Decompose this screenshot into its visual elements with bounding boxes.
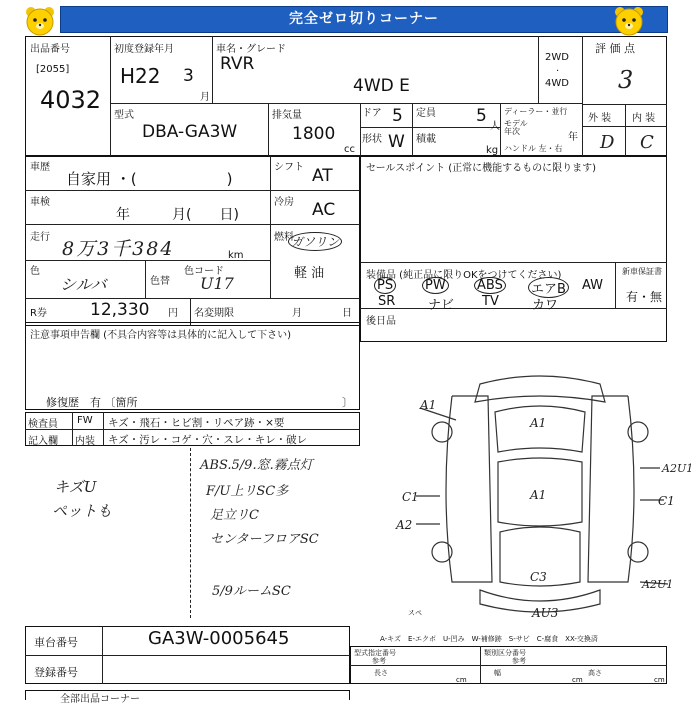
lot-number: 4032 xyxy=(40,86,102,114)
mileage-label: 走行 xyxy=(30,232,50,243)
handle-label: ハンドル 左・右 xyxy=(504,144,563,153)
mark-c1-right: C1 xyxy=(658,494,675,508)
mileage-unit: km xyxy=(228,250,244,261)
name-label: 車名・グレード xyxy=(216,44,286,55)
fw-items: キズ・飛石・ヒビ割・リペア跡・×要 xyxy=(108,417,285,429)
lot-sub: [2055] xyxy=(36,64,70,75)
recycle-label: 新車保証書 xyxy=(622,267,662,276)
seats-label: 定員 xyxy=(416,108,436,119)
equip-aw: AW xyxy=(582,278,604,293)
len-label: 長さ xyxy=(374,669,388,677)
ticket-value: 12,330 xyxy=(90,300,150,320)
color-no-label: 色替 xyxy=(150,276,170,287)
use-value: 自家用 ・( ) xyxy=(66,170,233,188)
interior-label: 内装 xyxy=(75,436,95,447)
chassis-label: 車台番号 xyxy=(34,636,78,649)
ref-2: 参考 xyxy=(512,657,526,665)
detail-right-frame xyxy=(360,156,667,342)
note-hand-1: キズU xyxy=(54,478,97,496)
notes-label: 注意事項申告欄 (不具合内容等は具体的に記入して下さい) xyxy=(30,330,291,341)
regchange-label: 名変期限 xyxy=(194,308,234,319)
equip-label: 装備品 (純正品に限りOKをつけてください) xyxy=(366,270,562,281)
ref-1: 参考 xyxy=(372,657,386,665)
lot-label: 出品番号 xyxy=(30,44,70,55)
inspector-sub: 記入欄 xyxy=(28,436,58,447)
bear-mascot-left-icon xyxy=(23,4,57,38)
doors-label: ドア xyxy=(362,108,382,119)
drive-2wd: 2WD xyxy=(545,52,569,63)
bear-mascot-right-icon xyxy=(612,4,646,38)
load-unit: kg xyxy=(486,145,499,156)
eval-score: 3 xyxy=(618,66,634,94)
mark-c1-left: C1 xyxy=(402,490,419,504)
repair-close: 〕 xyxy=(342,396,353,409)
sales-label: セールスポイント (正常に機能するものに限ります) xyxy=(366,163,597,174)
equip-navi: ナビ xyxy=(428,298,455,313)
year-unit: 年 xyxy=(568,132,578,143)
equip-tv: TV xyxy=(482,294,499,309)
mark-a1-roof-front: A1 xyxy=(530,416,547,430)
color-code-label: 色コード xyxy=(184,266,224,277)
mark-a2u1-rear-right: A2U1 xyxy=(642,578,674,591)
mark-spare: スペ xyxy=(408,609,422,617)
reg-era: H22 xyxy=(120,64,161,88)
remark-hand-2: F/U上リSC多 xyxy=(206,484,289,499)
inspector-label: 検査員 xyxy=(28,419,58,430)
mileage-value: 8万3千384 xyxy=(62,238,175,260)
hgt-label: 高さ xyxy=(588,669,602,677)
header-title: 完全ゼロ切りコーナー xyxy=(60,6,668,33)
inspect-label: 車検 xyxy=(30,197,50,208)
displacement: 1800 xyxy=(292,124,336,144)
remark-hand-3: 足立リC xyxy=(210,508,259,523)
model-label: 型式 xyxy=(114,110,134,121)
ac-label: 冷房 xyxy=(274,197,294,208)
wid-cm: cm xyxy=(572,676,583,684)
int-label: 内 装 xyxy=(632,113,656,124)
fw-label: FW xyxy=(77,415,93,426)
disp-label: 排気量 xyxy=(272,110,302,121)
ticket-label: R券 xyxy=(30,308,47,319)
shape: W xyxy=(388,132,405,152)
shift: AT xyxy=(312,166,333,186)
car-name: RVR xyxy=(220,54,255,74)
hgt-cm: cm xyxy=(654,676,665,684)
drive-dot: · xyxy=(556,66,560,77)
inspect-value: 年 月( 日) xyxy=(116,207,239,223)
model-code: DBA-GA3W xyxy=(142,122,238,142)
int-score: C xyxy=(640,132,654,153)
dealer-label: ディーラー・並行 xyxy=(504,107,568,116)
recycle-value: 有・無 xyxy=(626,290,663,304)
equip-ps: PS xyxy=(374,277,396,294)
mark-a1-roof: A1 xyxy=(530,488,547,502)
len-cm: cm xyxy=(456,676,467,684)
seats-unit: 人 xyxy=(490,121,500,132)
equip-pw: PW xyxy=(422,277,449,294)
remark-hand-5: 5/9ルームSC xyxy=(212,584,291,599)
regchange-month: 月 xyxy=(292,308,302,319)
reg-month: 3 xyxy=(183,66,194,86)
regchange-day: 日 xyxy=(342,308,352,319)
legend: A-キズ E-エクボ U-凹み W-補修跡 S-サビ C-腐食 XX-交換済 xyxy=(380,635,598,643)
note-hand-2: ペットも xyxy=(52,502,113,520)
regno-label: 登録番号 xyxy=(34,666,78,679)
rear-label: 後日品 xyxy=(366,316,396,327)
equip-leather: カワ xyxy=(532,298,559,313)
seats: 5 xyxy=(476,106,487,126)
mark-au3-rear: AU3 xyxy=(532,606,559,620)
color-label: 色 xyxy=(30,266,40,277)
model-year-label: モデル年次 xyxy=(504,119,528,136)
repair-label: 修復歴 有 〔箇所 xyxy=(46,396,138,409)
spec-label-2: 類別区分番号 xyxy=(484,649,526,657)
doors: 5 xyxy=(392,106,403,126)
mark-c3-rear: C3 xyxy=(530,570,547,584)
fuel-gas-circled: ガソリン xyxy=(288,232,342,251)
fuel-label: 燃料 xyxy=(274,232,294,243)
remark-hand-1: ABS.5/9.窓.霧点灯 xyxy=(200,458,313,473)
equip-abs: ABS xyxy=(474,277,506,294)
spec-label-1: 型式指定番号 xyxy=(354,649,396,657)
eval-label: 評 価 点 xyxy=(595,42,635,55)
equip-sr: SR xyxy=(378,294,396,309)
mark-a2-left: A2 xyxy=(396,518,413,532)
fuel-gas xyxy=(288,232,342,251)
grade: 4WD E xyxy=(353,76,410,96)
wid-label: 幅 xyxy=(494,669,501,677)
disp-unit: cc xyxy=(344,144,355,155)
reg-label: 初度登録年月 xyxy=(114,44,174,55)
color-value: シルバ xyxy=(60,275,107,294)
fuel-diesel: 軽 油 xyxy=(294,266,325,281)
interior-items: キズ・汚レ・コゲ・穴・スレ・キレ・破レ xyxy=(108,434,308,446)
chassis-number: GA3W-0005645 xyxy=(148,628,290,649)
ext-label: 外 装 xyxy=(588,113,612,124)
shape-label: 形状 xyxy=(362,134,382,145)
color-code: U17 xyxy=(200,274,234,293)
equip-airbag: エアB xyxy=(528,277,569,298)
mark-a1-front-left: A1 xyxy=(420,398,437,412)
mark-a2u1-right: A2U1 xyxy=(662,462,694,475)
remark-hand-4: センターフロアSC xyxy=(210,532,319,547)
reg-month-unit: 月 xyxy=(200,92,210,103)
shift-label: シフト xyxy=(274,162,304,173)
load-label: 積載 xyxy=(416,134,436,145)
footer-label: 全部出品コーナー xyxy=(60,694,140,705)
ac: AC xyxy=(312,200,336,220)
use-label: 車歴 xyxy=(30,162,50,173)
ticket-unit: 円 xyxy=(168,308,178,319)
drive-4wd: 4WD xyxy=(545,78,569,89)
ext-score: D xyxy=(600,132,615,153)
